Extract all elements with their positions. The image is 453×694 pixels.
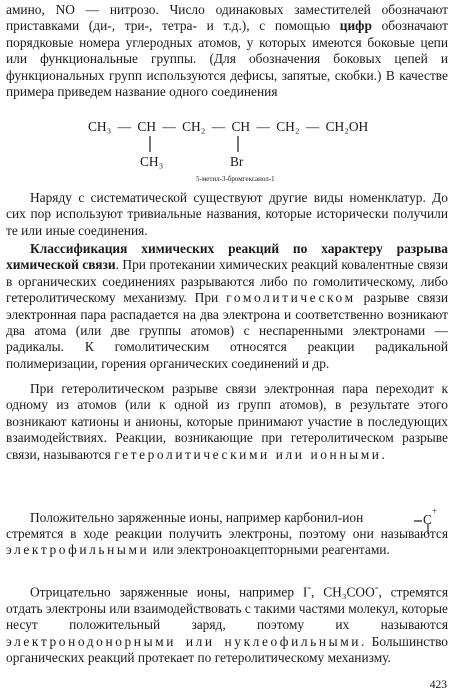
bond-4: — [256,119,270,134]
bond-3: — [211,119,226,134]
paragraph-2: Наряду с систематической существуют другие виды номенклатур. До сих пор используют тривиальные названия, которые исторически получили те или иные соединения. [6,190,448,238]
section-heading: Классификация химических реакций по характеру разрыва химической связи [6,241,448,273]
paragraph-5-cont [6,526,448,559]
p6-spaced: электронодонорными или нуклеофильными [6,633,362,649]
substituent-bromo: Br [230,154,244,169]
paragraph-4 [6,381,448,463]
substituent-methyl: CH₃ [140,154,164,169]
paragraph-6 [6,580,448,667]
carbonyl-charge: + [432,506,438,516]
formula-caption: 5-метил-3-бромгексанол-1 [196,175,275,183]
p6-sup-2: - [374,582,379,594]
structural-formula [88,114,378,174]
p6-text-4: . Большинство органических реакций протекает по гетеролитическому механизму. [6,633,448,666]
p4-text-2: . [381,446,385,462]
chain-c4: CH [231,119,251,134]
p3-text-1: . При протекании химических реакций ковалентные связи в органических соединениях разрываются либо по гомолитическому, либо гетеролитическому механизму. При [6,257,448,306]
chain-c1: CH₃ [88,119,112,134]
bond-1: — [117,119,132,134]
p5-text-3: или электроноакцепторными реагентами. [149,542,390,558]
paragraph-5 [6,510,406,526]
paragraph-3 [6,241,448,372]
page-number: 423 [429,679,447,691]
bond-2: — [162,119,176,134]
p5-text-2: стремятся в ходе реакции получить электроны, поэтому они называются [6,526,448,541]
p1-bold-word: цифр [339,18,372,34]
p4-text-1: При гетеролитическом разрыве связи электронная пара переходит к одному из атомов (или к одной из групп атомов), в результате этого возникают катионы и анионы, которые принимают участие в последующих взаимодействиях. Реакции, возникающие при гетеролитическом разрыве связи, называются [6,381,448,462]
chain-c2: CH [137,119,156,134]
chain-c5: CH₂ [276,119,300,134]
paragraph-1 [6,2,448,100]
bond-5: — [305,119,320,134]
p6-text-2: , CH₃COO [311,584,375,600]
p1-text-1: амино, NO — нитрозо. Число одинаковых заместителей обозначают приставками (ди-, три-, тетра- и т.д.), с помощью [6,2,448,34]
chain-c6: CH₂OH [325,119,369,134]
chain-c3: CH₂ [182,119,206,134]
p1-text-2: обозначают порядковые номера углеродных атомов, у которых имеются боковые цепи или функциональные группы. (Для обозначения боковых цепей и функциональных групп используются дефисы, запятые, скобки.) В качестве примера приведем название одного соединения [6,18,448,100]
p6-text-1: Отрицательно заряженные ионы, например I [30,584,308,600]
p4-spaced: гетеролитическими или ионными [114,446,382,462]
carbonyl-symbol: C [423,512,432,527]
p5-text-1: Положительно заряженные ионы, например карбонил-ион [30,510,364,525]
p5-spaced: электрофильными [6,542,150,558]
p6-sup-1: - [307,582,312,594]
p6-text-3: , стремятся отдать электроны или взаимодействовать с такими частями молекул, которые несут положительный заряд, поэтому их называются [6,584,448,633]
p3-spaced: гомолитическом [226,290,356,306]
p3-text-2: разрыве связи электронная пара распадается на два электрона и соответственно возникают два атома (или две группы атомов) с неспаренными электронами — радикалы. К гомолитическим относятся реакции радикальной полимеризации, горения органических соединений и др. [6,290,448,371]
